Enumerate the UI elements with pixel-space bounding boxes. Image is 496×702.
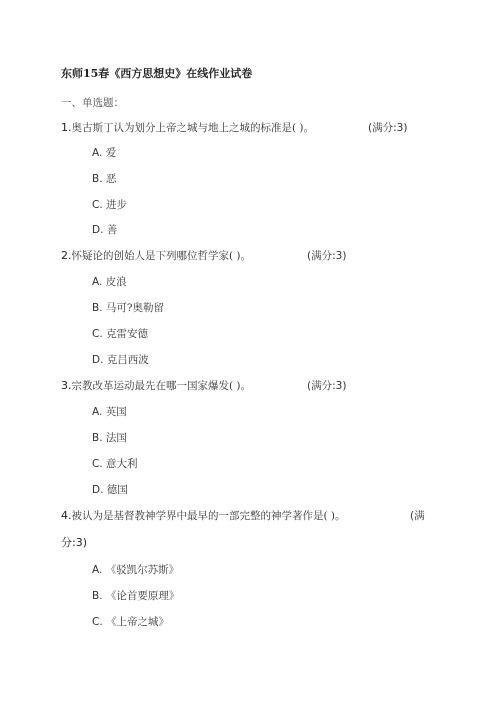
question-score: (满分:3) <box>368 122 408 134</box>
option-letter: C. <box>92 199 103 211</box>
option-text: 意大利 <box>106 458 138 470</box>
option-text: 恶 <box>105 173 117 185</box>
question-3 <box>61 378 347 393</box>
option-text: 皮浪 <box>105 276 127 288</box>
question-text: 奥古斯丁认为划分上帝之城与地上之城的标准是( )。 <box>71 122 315 134</box>
option-letter: C. <box>92 328 103 340</box>
option-4a <box>92 562 179 577</box>
question-text: 宗教改革运动最先在哪一国家爆发( )。 <box>71 380 252 392</box>
question-number: 1. <box>61 121 72 134</box>
option-letter: B. <box>92 432 103 444</box>
option-2c <box>92 326 148 341</box>
option-3c <box>92 456 138 471</box>
option-text: 善 <box>106 224 118 236</box>
option-3a <box>92 404 127 419</box>
option-text: 德国 <box>106 484 128 496</box>
question-2 <box>61 248 347 263</box>
option-letter: B. <box>92 173 103 185</box>
option-text: 《驳凯尔苏斯》 <box>105 564 180 576</box>
option-1d <box>92 222 117 237</box>
option-text: 法国 <box>105 432 127 444</box>
option-letter: A. <box>92 147 103 159</box>
option-2a <box>92 274 127 289</box>
question-score: (满 <box>410 510 425 522</box>
question-number: 4. <box>61 509 72 522</box>
option-letter: B. <box>92 302 103 314</box>
option-letter: A. <box>92 564 103 576</box>
question-4-score-continued <box>61 534 87 550</box>
option-letter: A. <box>92 406 103 418</box>
option-letter: D. <box>92 354 104 366</box>
option-letter: A. <box>92 276 103 288</box>
option-1b <box>92 171 116 186</box>
question-text: 被认为是基督教神学界中最早的一部完整的神学著作是( )。 <box>71 510 346 522</box>
option-letter: D. <box>92 224 104 236</box>
option-1c <box>92 197 127 212</box>
option-text: 克雷安德 <box>106 328 149 340</box>
option-2d <box>92 352 149 367</box>
document-title: 东师15春《西方思想史》在线作业试卷 <box>61 67 253 80</box>
section-heading: 一、单选题： <box>61 97 124 109</box>
option-3d <box>92 482 128 497</box>
option-2b <box>92 300 164 315</box>
option-letter: C. <box>92 616 103 628</box>
option-letter: B. <box>92 590 103 602</box>
option-text: 进步 <box>106 199 128 211</box>
option-text: 《上帝之城》 <box>106 616 170 628</box>
option-text: 爱 <box>105 147 117 159</box>
question-number: 3. <box>61 379 72 392</box>
question-4 <box>61 508 425 523</box>
question-number: 2. <box>61 249 72 262</box>
option-text: 《论首要原理》 <box>105 590 180 602</box>
option-3b <box>92 430 127 445</box>
option-letter: D. <box>92 484 104 496</box>
option-4b <box>92 588 179 603</box>
option-1a <box>92 145 116 160</box>
question-score: (满分:3) <box>307 380 347 392</box>
option-letter: C. <box>92 458 103 470</box>
option-4c <box>92 614 169 629</box>
question-1 <box>61 120 408 135</box>
option-text: 克吕西波 <box>106 354 149 366</box>
question-score: 分:3) <box>61 536 87 549</box>
option-text: 英国 <box>105 406 127 418</box>
option-text: 马可?奥勒留 <box>105 302 165 314</box>
question-text: 怀疑论的创始人是下列哪位哲学家( )。 <box>71 250 252 262</box>
question-score: (满分:3) <box>307 250 347 262</box>
